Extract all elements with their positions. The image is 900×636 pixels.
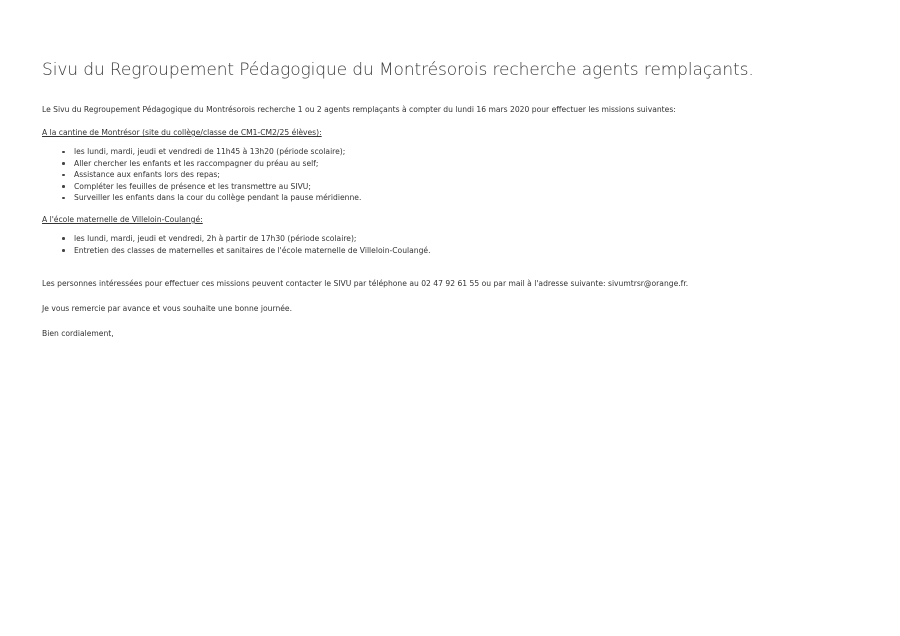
closing-line: Bien cordialement,: [42, 329, 114, 339]
list-item: les lundi, mardi, jeudi et vendredi de 11h45 à 13h20 (période scolaire);: [74, 146, 862, 158]
section-ecole-maternelle: [42, 214, 862, 256]
task-list: [42, 146, 862, 204]
document-title: Sivu du Regroupement Pédagogique du Montrésorois recherche agents remplaçants.: [42, 60, 754, 80]
list-item: Compléter les feuilles de présence et les transmettre au SIVU;: [74, 181, 862, 193]
section-heading: A l'école maternelle de Villeloin-Coulangé:: [42, 214, 203, 224]
thanks-paragraph: Je vous remercie par avance et vous souhaite une bonne journée.: [42, 304, 293, 314]
list-item: Surveiller les enfants dans la cour du collège pendant la pause méridienne.: [74, 192, 862, 204]
list-item: Aller chercher les enfants et les raccompagner du préau au self;: [74, 158, 862, 170]
contact-paragraph: Les personnes intéressées pour effectuer ces missions peuvent contacter le SIVU par téléphone au 02 47 92 61 55 ou par mail à l'adresse suivante: sivumtrsr@orange.fr.: [42, 279, 689, 289]
intro-paragraph: Le Sivu du Regroupement Pédagogique du Montrésorois recherche 1 ou 2 agents remplaçants à compter du lundi 16 mars 2020 pour effectuer les missions suivantes:: [42, 105, 676, 114]
list-item: Entretien des classes de maternelles et sanitaires de l'école maternelle de Villeloin-Coulangé.: [74, 245, 862, 257]
task-list: [42, 233, 862, 256]
list-item: les lundi, mardi, jeudi et vendredi, 2h à partir de 17h30 (période scolaire);: [74, 233, 862, 245]
section-heading: A la cantine de Montrésor (site du collège/classe de CM1-CM2/25 élèves):: [42, 128, 322, 137]
list-item: Assistance aux enfants lors des repas;: [74, 169, 862, 181]
document-body: [42, 60, 862, 339]
section-cantine: [42, 127, 862, 204]
